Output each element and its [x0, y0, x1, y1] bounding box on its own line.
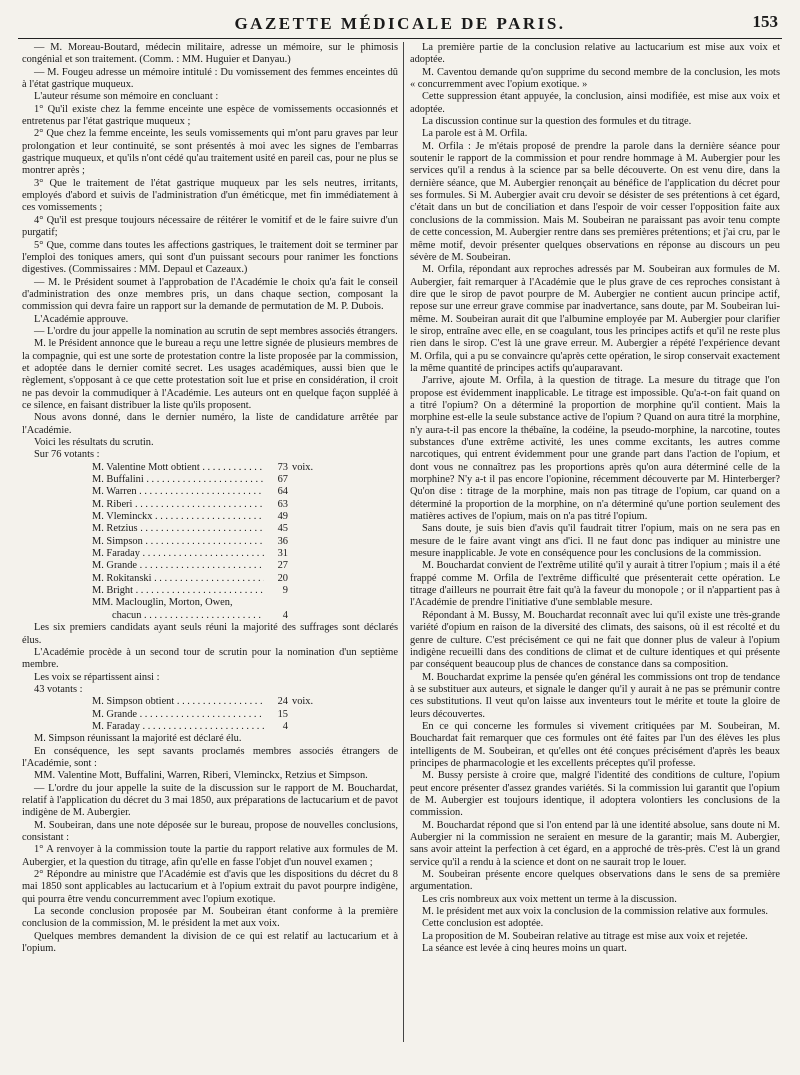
- paragraph: La proposition de M. Soubeiran relative au titrage est mise aux voix et rejetée.: [422, 930, 748, 942]
- candidate-name: M. Bright . . .: [92, 585, 264, 597]
- vote-row: [92, 610, 322, 622]
- vote-unit: [288, 523, 322, 535]
- vote-unit: [288, 536, 322, 548]
- vote-unit: [288, 548, 322, 560]
- paragraph: Cette conclusion est adoptée.: [422, 918, 544, 930]
- paragraph: Les cris nombreux aux voix mettent un terme à la discussion.: [422, 893, 677, 905]
- vote-count: 63: [277, 498, 288, 510]
- vote-row: [92, 523, 322, 535]
- vote-list-second-round: [22, 696, 398, 733]
- vote-count: 73: [277, 461, 288, 473]
- vote-unit: [288, 709, 322, 721]
- paragraph: M. Soubeiran, dans une note déposée sur le bureau, propose de nouvelles conclusions, consistant :: [22, 819, 398, 843]
- paragraph: Voici les résultats du scrutin.: [34, 437, 154, 448]
- candidate-name: chacun . . .: [92, 610, 264, 622]
- paragraph: 3° Que le traitement de l'état gastrique muqueux par les sels neutres, irritants, employés d'abord et suivis de l'administration d'un éméticque, met fin immédiatement à ces vomissements ;: [22, 177, 398, 214]
- vote-row: [92, 709, 322, 721]
- paragraph: L'Académie approuve.: [34, 313, 129, 325]
- vote-unit: [288, 511, 322, 523]
- paragraph: — M. le Président soumet à l'approbation de l'Académie le choix qu'a fait le conseil d'administration des onze membres pris, un dans chaque section, composant la commission qui devra faire un rapport sur la demande de permutation de M. P. Dubois.: [22, 276, 398, 313]
- vote-row: [92, 511, 322, 523]
- paragraph: 2° Que chez la femme enceinte, les seuls vomissements qui m'ont paru graves par leur prolongation et leur continuité, se sont présentés à moi avec les signes de l'embarras gastrique muqueux, et qu'ils n'ont cédé qu'au traitement usité en pareil cas, pour ne plus se montrer après ;: [22, 128, 398, 177]
- paragraph: 1° Qu'il existe chez la femme enceinte une espèce de vomissements occasionnés et entretenus par l'état gastrique muqueux ;: [22, 103, 398, 128]
- candidate-name: M. Faraday . . .: [92, 721, 264, 733]
- candidate-name: M. Rokitanski . . .: [92, 573, 264, 585]
- journal-title: GAZETTE MÉDICALE DE PARIS.: [234, 14, 566, 33]
- paragraph: 4° Qu'il est presque toujours nécessaire de réitérer le vomitif et de le faire suivre d'un purgatif;: [22, 214, 398, 239]
- paragraph: Répondant à M. Bussy, M. Bouchardat reconnaît avec lui qu'il existe une très-grande variété d'opium en raison de la diversité des climats, des saisons, où il est récolté et du genre de culture. C'est précisément ce qui ne fait que donner plus de valeur à l'opium indigène recueilli dans des conditions de climat et de culture identiques et qui présente par conséquent beaucoup plus de chances de constance dans sa composition.: [410, 609, 780, 671]
- paragraph: Sans doute, je suis bien d'avis qu'il faudrait titrer l'opium, mais on ne sera pas en mesure de le faire avant vingt ans d'ici. Il ne faut donc pas indiquer au ministre une mesure inapplicable. Je vote en conséquence pour les conclusions de la commission.: [410, 523, 780, 560]
- candidate-name: M. Buffalini . . .: [92, 474, 264, 486]
- vote-unit: [288, 499, 322, 511]
- paragraph: L'auteur résume son mémoire en concluant :: [34, 91, 219, 103]
- candidate-name: M. Warren . . .: [92, 486, 264, 498]
- paragraph: MM. Valentine Mott, Buffalini, Warren, Riberi, Vleminckx, Retzius et Simpson.: [34, 770, 368, 782]
- column-divider: [403, 42, 404, 1042]
- vote-unit: [288, 721, 322, 733]
- vote-count: 67: [277, 474, 288, 486]
- vote-count: 49: [277, 511, 288, 523]
- candidate-name: M. Retzius . . .: [92, 523, 264, 535]
- paragraph: M. Bouchardat répond que si l'on entend par là une identité absolue, sans doute ni M. Aubergier ni la commission ne seraient en mesure de la garantir; mais M. Aubergier, sans avoir atteint la perfection à cet égard, en a approché de très-près. C'est là un grand service qu'il a rendu à la science et dont on ne saurait trop le louer.: [410, 819, 780, 868]
- vote-unit: [288, 474, 322, 486]
- vote-count: 4: [282, 720, 288, 732]
- paragraph: La discussion continue sur la question des formules et du titrage.: [422, 116, 692, 128]
- paragraph: — M. Moreau-Boutard, médecin militaire, adresse un mémoire, sur le phimosis congénial et son traitement. (Comm. : MM. Huguier et Danyau.): [22, 42, 398, 66]
- vote-count: 31: [277, 548, 288, 560]
- paragraph: Nous avons donné, dans le dernier numéro, la liste de candidature arrêtée par l'Académie.: [22, 412, 398, 436]
- vote-count: 27: [277, 560, 288, 572]
- vote-row: [92, 462, 322, 474]
- candidate-name: M. Simpson obtient . . .: [92, 696, 264, 708]
- vote-count: 15: [277, 708, 288, 720]
- vote-count: 36: [277, 535, 288, 547]
- paragraph: 5° Que, comme dans toutes les affections gastriques, le traitement doit se terminer par l'emploi des toniques amers, qui sont d'un puissant secours pour ranimer les fonctions digestives. (Commissaires : MM. Depaul et Cazeaux.): [22, 239, 398, 276]
- vote-list-first-round: [22, 462, 398, 622]
- candidate-name: M. Valentine Mott obtient . . .: [92, 462, 264, 474]
- vote-count: 64: [277, 486, 288, 498]
- paragraph: La parole est à M. Orfila.: [422, 128, 528, 140]
- vote-unit: [288, 610, 322, 622]
- left-column: [22, 42, 398, 1067]
- paragraph: M. Bouchardat exprime la pensée qu'en général les commissions ont trop de tendance à se substituer aux auteurs, et signale le danger qu'il y aurait à ne pas se prémunir contre ces substitutions. Il veut qu'on laisse aux inventeurs tout le mérite et toute la gloire de leurs découvertes.: [410, 671, 780, 720]
- paragraph: — M. Fougeu adresse un mémoire intitulé : Du vomissement des femmes enceintes dû à l'état gastrique muqueux.: [22, 66, 398, 91]
- vote-unit: voix.: [292, 696, 314, 708]
- vote-row: [92, 499, 322, 511]
- vote-row: [92, 573, 322, 585]
- paragraph: 1° A renvoyer à la commission toute la partie du rapport relative aux formules de M. Aubergier, et la question du titrage, afin qu'elle en fasse l'objet d'un nouvel examen ;: [22, 844, 398, 868]
- paragraph: Les voix se répartissent ainsi :: [34, 671, 160, 683]
- paragraph: M. Bussy persiste à croire que, malgré l'identité des conditions de culture, l'opium peut encore présenter d'assez grandes variétés. Si la commission lui garantit que l'opium de M. Aubergier est toujours identique, il adoptera volontiers les conclusions de la commission.: [410, 770, 780, 819]
- vote-count: 45: [277, 523, 288, 535]
- vote-unit: [288, 560, 322, 572]
- vote-unit: voix.: [292, 461, 314, 473]
- paragraph: Quelques membres demandent la division de ce qui est relatif au lactucarium et à l'opium.: [22, 930, 398, 955]
- right-column: [410, 42, 780, 1067]
- paragraph: M. Bouchardat convient de l'extrême utilité qu'il y aurait à titrer l'opium ; mais il a été frappé comme M. Orfila de l'extrême difficulté que présenterait cette opération. Le titrage d'ailleurs ne pourrait être fait qu'à la faveur du monopole ; or il n'appartient pas à l'Académie de prendre l'initiative d'une semblable mesure.: [410, 560, 780, 609]
- candidate-name: M. Faraday . . .: [92, 548, 264, 560]
- candidate-name: M. Riberi . . .: [92, 499, 264, 511]
- paragraph: M. Orfila : Je m'étais proposé de prendre la parole dans la dernière séance pour soutenir le rapport de la commission et pour rendre hommage à M. Aubergier pour les services qu'il a rendus à la science par sa belle découverte. On est venu dire, dans la dernière séance, que M. Aubergier renonçait au bénéfice de l'application du décret pour ses formules. Si M. Aubergier avait cru devoir se désister de ses prétentions à cet égard, c'était dans un but de conciliation et dans l'espoir de voir cesser l'opposition faite aux conclusions de la commission. Mais M. Soubeiran ne paraissant pas avoir tenu compte de cette concession, M. Aubergier rentre dans ses premières prétentions; et j'ai cru, par le même motif, devoir présenter quelques observations en réponse au discours un peu sévère de M. Soubeiran.: [410, 140, 780, 263]
- vote-count: 9: [282, 585, 288, 597]
- paragraph: L'Académie procède à un second tour de scrutin pour la nomination d'un septième membre.: [22, 646, 398, 671]
- vote-row: [92, 474, 322, 486]
- paragraph: La première partie de la conclusion relative au lactucarium est mise aux voix et adoptée.: [410, 42, 780, 66]
- paragraph: La séance est levée à cinq heures moins un quart.: [422, 943, 627, 955]
- paragraph: La seconde conclusion proposée par M. Soubeiran étant conforme à la première conclusion de la commission, M. le président la met aux voix.: [22, 906, 398, 930]
- paragraph: Sur 76 votants :: [34, 449, 100, 461]
- paragraph: M. Orfila, répondant aux reproches adressés par M. Soubeiran aux formules de M. Aubergier, fait remarquer à l'Académie que le plus grave de ces reproches consistant à dire que le sirop de pavot pourpre de M. Aubergier ne contient aucun principe actif, repose sur une erreur grave commise par inadvertance, sans doute, par M. Soubeiran lui-même. M. Soubeiran aurait dit que l'albumine employée par M. Aubergier pour clarifier le sirop, entraîne avec elle, en se coagulant, tous les principes actifs et qu'il ne reste plus rien dans le sirop. C'est là une grave erreur. M. Aubergier a répété l'expérience devant M. Orfila, qui a pu se convaincre qu'après cette opération, le sirop conservait exactement la même quantité de principes actifs qu'auparavant.: [410, 264, 780, 374]
- page-number: 153: [752, 12, 778, 31]
- vote-row: [92, 721, 322, 733]
- candidate-name: M. Vleminckx . . .: [92, 511, 264, 523]
- candidate-name: M. Grande . . .: [92, 560, 264, 572]
- paragraph: M. Simpson réunissant la majorité est déclaré élu.: [34, 733, 242, 745]
- vote-row: [92, 585, 322, 597]
- paragraph: Cette suppression étant appuyée, la conclusion, ainsi modifiée, est mise aux voix et adoptée.: [410, 91, 780, 115]
- paragraph: En conséquence, les sept savants proclamés membres associés étrangers de l'Académie, sont :: [22, 745, 398, 769]
- paragraph: 2° Répondre au ministre que l'Académie est d'avis que les dispositions du décret du 8 mai 1850 sont applicables au lactucarium et à l'opium extrait du pavot pourpre indigène, qui pourra être vendu concurremment avec l'opium exotique.: [22, 869, 398, 905]
- paragraph: M. Soubeiran présente encore quelques observations dans le sens de sa première argumentation.: [410, 869, 780, 893]
- paragraph: M. Caventou demande qu'on supprime du second membre de la conclusion, les mots « concurremment avec l'opium exotique. »: [410, 66, 780, 91]
- paragraph: M. le président met aux voix la conclusion de la commission relative aux formules.: [422, 906, 768, 918]
- vote-row-multi-names: MM. Maclouglin, Morton, Owen,: [92, 597, 233, 609]
- candidate-name: M. Grande . . .: [92, 709, 264, 721]
- paragraph: M. le Président annonce que le bureau a reçu une lettre signée de plusieurs membres de la compagnie, qui est une sorte de protestation contre la liste proposée par la commission, et adoptée dans le dernier comité secret. Les usages académiques, aussi bien que le règlement, s'opposant à ce que cette protestation soit lue et prise en considération, il croit ne pas devoir la commudiquer à l'Académie. Les auteurs ont en quelque façon suppléé à ce silence, en faisant distribuer la liste qu'ils proposent.: [22, 338, 398, 411]
- paragraph: Les six premiers candidats ayant seuls réuni la majorité des suffrages sont déclarés élus.: [22, 622, 398, 646]
- paragraph: J'arrive, ajoute M. Orfila, à la question de titrage. La mesure du titrage que l'on propose est évidemment inapplicable. Le titrage est impossible. Qu'a-t-on fait quand on a titré l'opium? On a déterminé la proportion de morphine qu'il contient. Mais la morphine est-elle la seule substance active de l'opium ? Quand on aura titré la morphine, n'y aura-t-il pas encore la thébaïne, la codéine, la pseudo-morphine, la narcotine, toutes substances d'une extrême activité, les unes comme excitants, les autres comme narcotiques, qui entrent évidemment pour une grande part dans l'action de l'opium, et dont vous ne connaîtrez pas les proportions après qu'on aura déterminé celle de la morphine? N'y a-t il pas encore l'opionine, récemment découverte par M. Hinterberger? Qu'on dise : titrage de la morphine, mais non pas titrage de l'opium, car quand on a déterminé la proportion de la morphine, on n'a déterminé qu'une portion seulement des matières actives de l'opium, mais on n'a pas titré l'opium.: [410, 375, 780, 523]
- vote-row: [92, 548, 322, 560]
- vote-unit: [288, 573, 322, 585]
- paragraph: — L'ordre du jour appelle la suite de la discussion sur le rapport de M. Bouchardat, relatif à l'application du décret du 3 mai 1850, aux préparations de lactucarium et de pavot indigène de M. Aubergier.: [22, 782, 398, 819]
- candidate-name: M. Simpson . . .: [92, 536, 264, 548]
- vote-unit: [288, 585, 322, 597]
- vote-row: [92, 696, 322, 708]
- vote-row: [92, 560, 322, 572]
- paragraph: En ce qui concerne les formules si vivement critiquées par M. Soubeiran, M. Bouchardat fait remarquer que ces formules ont été faites par l'un des élèves les plus intelligents de M. Soubeiran, et qu'elles ont été conçues précisément d'après les beaux principes de pharmacologie et les excellents préceptes qu'il professe.: [410, 720, 780, 769]
- vote-count: 24: [277, 696, 288, 708]
- vote-row: [92, 486, 322, 498]
- vote-count: 20: [277, 572, 288, 584]
- vote-count: 4: [282, 609, 288, 621]
- vote-row: [92, 536, 322, 548]
- paragraph: — L'ordre du jour appelle la nomination au scrutin de sept membres associés étrangers.: [34, 325, 398, 337]
- page-header: [18, 8, 782, 39]
- vote-unit: [288, 486, 322, 498]
- paragraph: 43 votants :: [34, 683, 83, 695]
